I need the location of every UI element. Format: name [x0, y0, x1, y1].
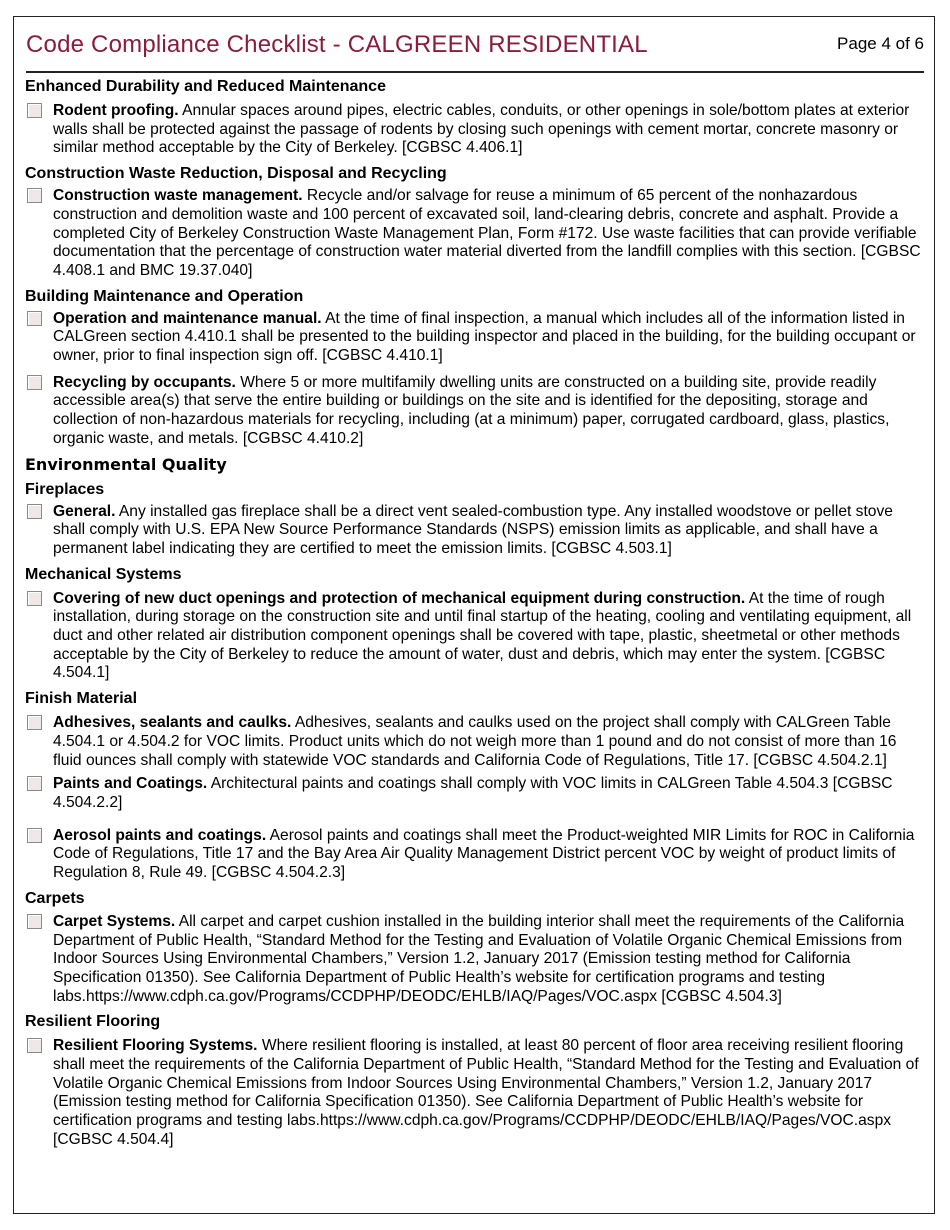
item-text: All carpet and carpet cushion installed in the building interior shall meet the requirements of the California Department of Public Health, “Standard Method for the Testing and Evaluation of Volatile Organic Chemical Emissions from Indoor Sources Using Environmental Chambers,” Version 1.2, January 2017 (Emission testing method for California Specification 01350). See California Department of Public Health’s website for certification programs and testing labs.https://www.cdph.ca.gov/Programs/CCDPHP/DEODC/EHLB/IAQ/Pages/VOC.aspx [CGBSC 4.504.3] — [53, 912, 905, 1005]
checkbox[interactable] — [27, 914, 42, 929]
checklist-item — [25, 102, 925, 158]
item-text: Annular spaces around pipes, electric cables, conduits, or other openings in sole/bottom plates at exterior walls shall be protected against the passage of rodents by closing such openings with cement mortar, concrete masonry or similar method acceptable by the City of Berkeley. [CGBSC 4.406.1] — [53, 102, 910, 157]
item-label: Paints and Coatings. — [53, 775, 208, 793]
item-text: Where resilient flooring is installed, at least 80 percent of floor area receiving resilient flooring shall meet the requirements of the California Department of Public Health, “Standard Method for the Testing and Evaluation of Volatile Organic Chemical Emissions from Indoor Sources Using Environmental Chambers,” Version 1.2, January 2017 (Emission testing method for California Specification 01350). See California Department of Public Health’s website for certification programs and testing labs.https://www.cdph.ca.gov/Programs/CCDPHP/DEODC/EHLB/IAQ/Pages/VOC.aspx [CGBSC 4.504.4] — [53, 1037, 919, 1148]
checkbox[interactable] — [27, 591, 42, 606]
checklist-item — [25, 590, 925, 684]
checklist-page — [13, 16, 935, 1214]
item-text: Any installed gas fireplace shall be a direct vent sealed-combustion type. Any installed woodstove or pellet stove shall comply with U.S. EPA New Source Performance Standards (NSPS) emission limits as applicable, and shall have a permanent label indicating they are certified to meet the emission limits. [CGBSC 4.503.1] — [53, 502, 893, 557]
section-heading: Mechanical Systems — [25, 565, 182, 583]
item-label: Covering of new duct openings and protection of mechanical equipment during construction. — [53, 589, 746, 607]
item-label: Aerosol paints and coatings. — [53, 826, 267, 844]
section-heading: Construction Waste Reduction, Disposal and Recycling — [25, 165, 447, 183]
checklist-item — [25, 503, 925, 559]
section-heading: Fireplaces — [25, 480, 105, 498]
checkbox[interactable] — [27, 1038, 42, 1053]
section-heading: Carpets — [25, 889, 85, 907]
item-label: General. — [53, 502, 116, 520]
checkbox[interactable] — [27, 375, 42, 390]
item-label: Adhesives, sealants and caulks. — [53, 714, 292, 732]
item-text: Architectural paints and coatings shall comply with VOC limits in CALGreen Table 4.504.3 [CGBSC 4.504.2.2] — [53, 775, 893, 811]
checkbox[interactable] — [27, 311, 42, 326]
checkbox[interactable] — [27, 504, 42, 519]
major-heading: Environmental Quality — [25, 454, 227, 474]
checkbox[interactable] — [27, 828, 42, 843]
item-text: Where 5 or more multifamily dwelling units are constructed on a building site, provide readily accessible area(s) that serve the entire building or buildings on the site and is identified for the depositing, storage and collection of non-hazardous materials for recycling, including (at a minimum) paper, corrugated cardboard, glass, plastics, organic waste, and metals. [CGBSC 4.410.2] — [53, 373, 890, 447]
item-text: At the time of final inspection, a manual which includes all of the information listed in CALGreen section 4.410.1 shall be presented to the building inspector and placed in the building, for the building occupant or owner, prior to final inspection sign off. [CGBSC 4.410.1] — [53, 309, 916, 365]
checklist-item — [25, 775, 925, 812]
item-label: Rodent proofing. — [53, 102, 179, 119]
item-text: Aerosol paints and coatings shall meet the Product-weighted MIR Limits for ROC in California Code of Regulations, Title 17 and the Bay Area Air Quality Management District percent VOC by weight of product limits of Regulation 8, Rule 49. [CGBSC 4.504.2.3] — [53, 826, 915, 882]
checklist-item — [25, 310, 925, 366]
section-heading: Enhanced Durability and Reduced Maintenance — [25, 78, 386, 95]
section-heading: Building Maintenance and Operation — [25, 287, 304, 305]
item-label: Construction waste management. — [53, 187, 303, 205]
checklist-item — [25, 827, 925, 883]
checkbox[interactable] — [27, 715, 42, 730]
checklist-item — [25, 187, 925, 281]
item-label: Resilient Flooring Systems. — [53, 1037, 258, 1055]
section-heading: Resilient Flooring — [25, 1013, 161, 1031]
checklist-item — [25, 374, 925, 449]
item-label: Carpet Systems. — [53, 912, 176, 930]
checklist-content — [25, 73, 925, 1150]
item-text: Adhesives, sealants and caulks used on the project shall comply with CALGreen Table 4.504.1 or 4.504.2 for VOC limits. Product units which do not weigh more than 1 pound and do not consist of more than 16 fluid ounces shall comply with statewide VOC standards and California Code of Regulations, Title 17. [CGBSC 4.504.2.1] — [53, 714, 897, 769]
checklist-item — [25, 1037, 925, 1149]
page-header — [26, 31, 924, 73]
item-text: Recycle and/or salvage for reuse a minimum of 65 percent of the nonhazardous construction and demolition waste and 100 percent of excavated soil, land-clearing debris, concrete and asphalt. Provide a completed City of Berkeley Construction Waste Management Plan, Form #172. Use waste facilities that can provide verifiable documentation that the percentage of construction water material diverted from the landfill complies with this section. [CGBSC 4.408.1 and BMC 19.37.040] — [53, 187, 921, 279]
item-text: At the time of rough installation, during storage on the construction site and until final startup of the heating, cooling and ventilating equipment, all duct and other related air distribution component openings shall be covered with tape, plastic, sheetmetal or other methods acceptable by the City of Berkeley to reduce the amount of water, dust and debris, which may enter the system. [CGBSC 4.504.1] — [53, 589, 912, 682]
checklist-item — [25, 714, 925, 770]
checkbox[interactable] — [27, 188, 42, 203]
checkbox[interactable] — [27, 103, 42, 118]
page-title: Code Compliance Checklist - CALGREEN RESIDENTIAL — [26, 31, 648, 58]
checklist-item — [25, 913, 925, 1007]
checkbox[interactable] — [27, 776, 42, 791]
section-heading: Finish Material — [25, 690, 138, 708]
item-label: Operation and maintenance manual. — [53, 309, 322, 327]
item-label: Recycling by occupants. — [53, 373, 236, 391]
page-number: Page 4 of 6 — [837, 34, 924, 53]
